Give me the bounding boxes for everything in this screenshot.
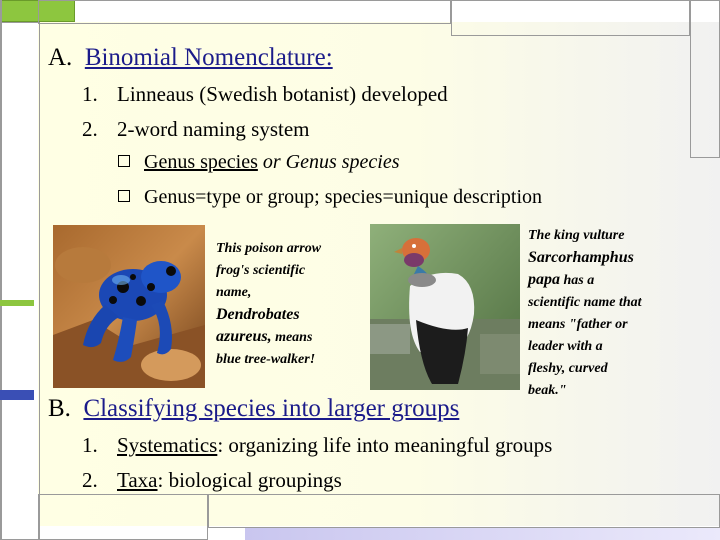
section-b-heading: [48, 395, 459, 423]
caption-line: The king vulture: [528, 228, 625, 243]
accent-bar-green: [0, 300, 34, 306]
square-bullet-icon: [118, 190, 130, 202]
sub-item: [118, 151, 400, 174]
caption-line: name,: [216, 285, 252, 300]
caption-text: means: [271, 330, 313, 345]
list-text: : organizing life into meaningful groups: [217, 433, 553, 457]
vulture-photo: [370, 224, 520, 390]
caption-species: papa: [528, 271, 560, 288]
list-item: [82, 117, 309, 142]
caption-line: beak.": [528, 383, 567, 398]
section-b-title: Classifying species into larger groups: [83, 395, 460, 422]
list-item: [82, 82, 448, 107]
frame-edge: [0, 0, 2, 540]
frame-bottom-left: [38, 494, 208, 540]
section-a-title: Binomial Nomenclature:: [84, 44, 333, 71]
caption-line: scientific name that: [528, 295, 642, 310]
caption-line: This poison arrow: [216, 241, 322, 256]
caption-line: Dendrobates: [216, 306, 300, 323]
list-item: [82, 433, 552, 458]
list-text: Linneaus (Swedish botanist) developed: [117, 82, 448, 106]
section-a-heading: [48, 44, 333, 72]
list-number: 2.: [82, 468, 98, 492]
genus-species-plain: Genus species: [144, 151, 258, 173]
square-bullet-icon: [118, 155, 130, 167]
vulture-caption: [528, 225, 642, 402]
section-b-label: B.: [48, 395, 71, 422]
term-taxa: Taxa: [117, 468, 158, 492]
frame-right-top: [690, 0, 720, 158]
term-systematics: Systematics: [117, 433, 218, 457]
list-text: : biological groupings: [157, 468, 342, 492]
frog-caption: [216, 238, 321, 371]
list-number: 2.: [82, 117, 98, 141]
frame-top-right: [451, 0, 690, 36]
frame-left: [0, 22, 40, 540]
list-text: 2-word naming system: [117, 117, 310, 141]
frog-photo: [53, 225, 205, 388]
section-a-label: A.: [48, 44, 73, 71]
caption-line: Sarcorhamphus: [528, 249, 634, 266]
caption-line: frog's scientific: [216, 263, 306, 278]
caption-species: azureus,: [216, 328, 272, 345]
caption-line: leader with a: [528, 339, 603, 354]
frame-top: [38, 0, 451, 24]
caption-line: means "father or: [528, 317, 628, 332]
list-item: [82, 468, 342, 493]
frame-bottom: [208, 494, 720, 528]
sub-item-text: Genus=type or group; species=unique description: [144, 186, 543, 208]
caption-line: fleshy, curved: [528, 361, 608, 376]
list-number: 1.: [82, 433, 98, 457]
accent-bar-blue: [0, 390, 34, 400]
list-number: 1.: [82, 82, 98, 106]
or-text: or: [257, 151, 286, 173]
caption-text: has a: [560, 273, 595, 288]
caption-line: blue tree-walker!: [216, 352, 316, 367]
sub-item: [118, 186, 542, 209]
genus-species-italic: Genus species: [285, 151, 400, 173]
accent-bar-purple: [245, 528, 720, 540]
